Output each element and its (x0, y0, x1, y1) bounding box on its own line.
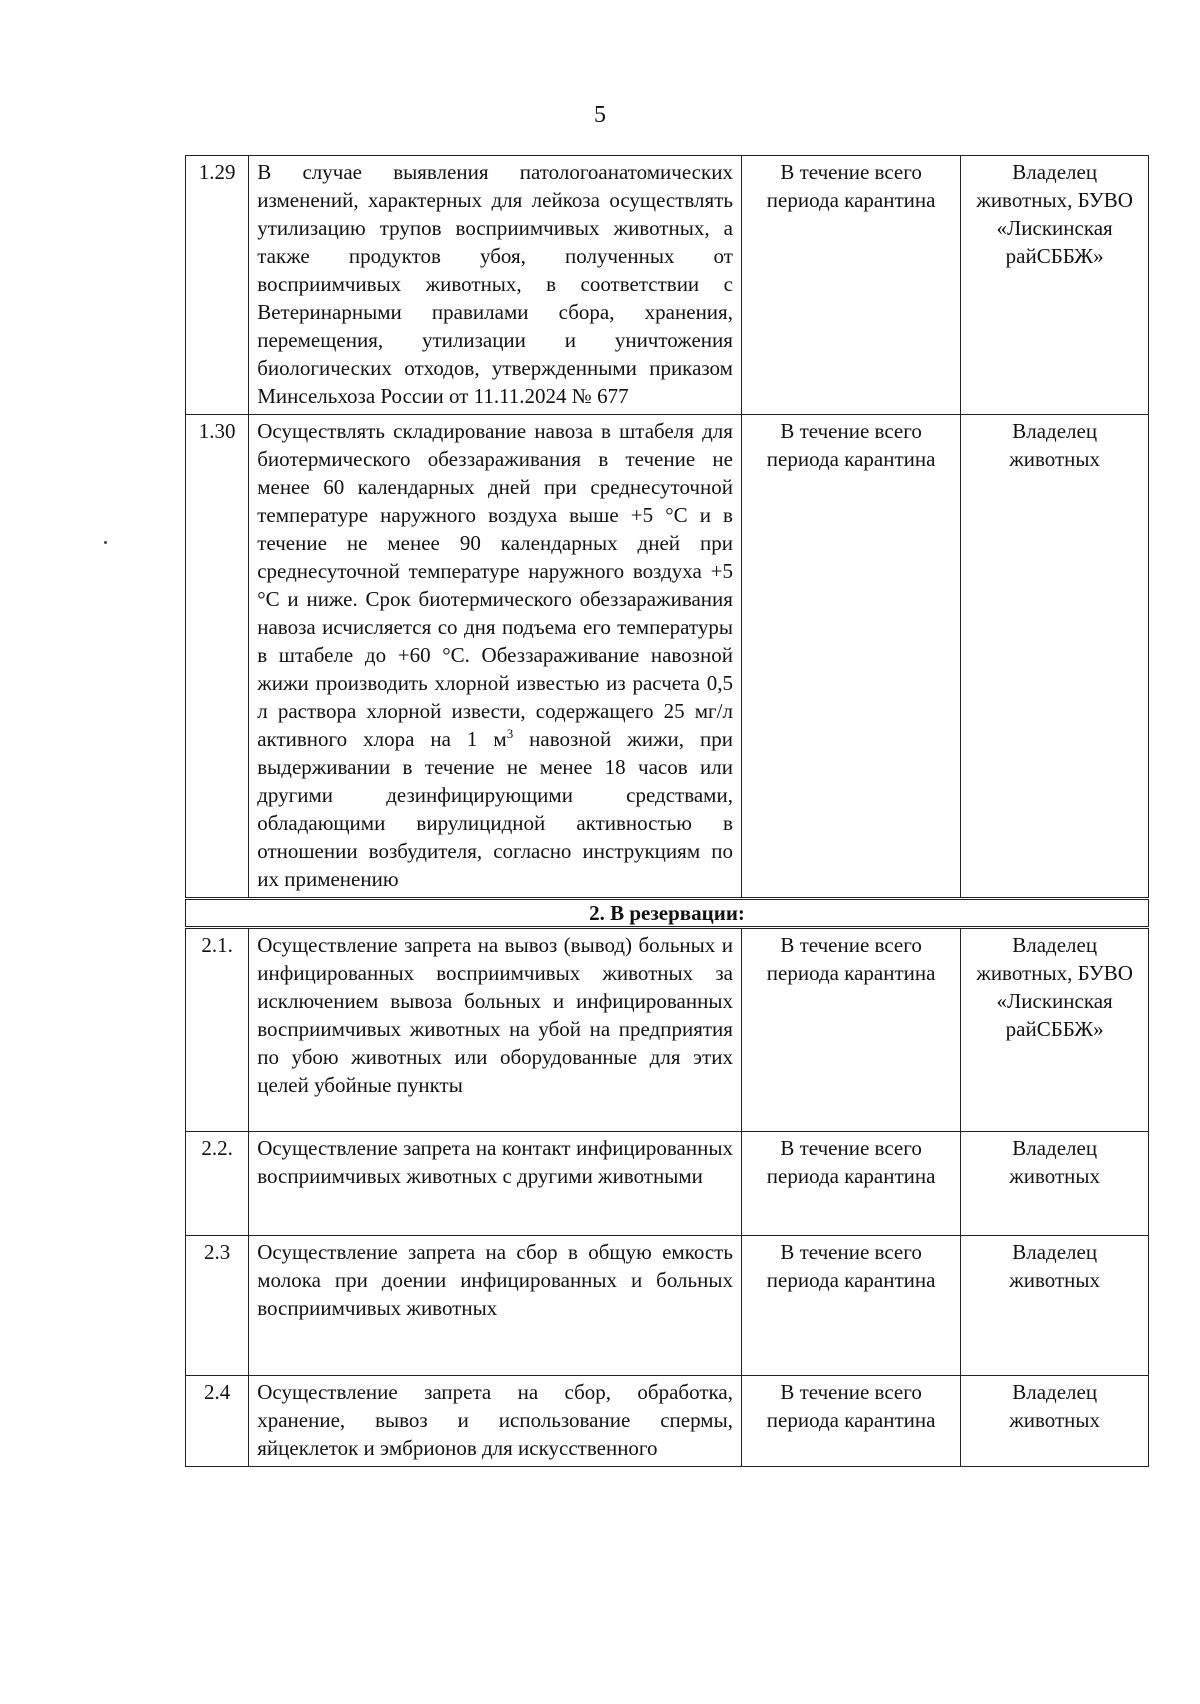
table-row (186, 1376, 1149, 1467)
scan-speck (104, 541, 107, 544)
row-number: 2.1. (186, 928, 249, 1132)
row-description: Осуществление запрета на сбор, обработка, хранение, вывоз и использование спермы, яйцеклеток и эмбрионов для искусственного (249, 1376, 742, 1467)
row-responsible: Владелец животных (961, 1376, 1149, 1467)
row-description: Осуществление запрета на вывоз (вывод) больных и инфицированных восприимчивых животных за исключением вывоза больных и инфицированных восприимчивых животных на убой на предприятия по убою животных или оборудованные для этих целей убойные пункты (249, 928, 742, 1132)
row-description: В случае выявления патологоанатомических изменений, характерных для лейкоза осуществлять утилизацию трупов восприимчивых животных, а также продуктов убоя, полученных от восприимчивых животных, в соответствии с Ветеринарными правилами сбора, хранения, перемещения, утилизации и уничтожения биологических отходов, утвержденными приказом Минсельхоза России от 11.11.2024 № 677 (249, 156, 742, 415)
row-term: В течение всего периода карантина (741, 1132, 960, 1236)
row-number: 2.4 (186, 1376, 249, 1467)
cubic-superscript: 3 (506, 726, 514, 741)
row-number: 2.3 (186, 1236, 249, 1376)
measures-table (185, 155, 1149, 1467)
section-title: 2. В резервации: (186, 899, 1149, 928)
section-header-row (186, 899, 1149, 928)
row-term: В течение всего периода карантина (741, 156, 960, 415)
table-row (186, 928, 1149, 1132)
row-description-part-2: навозной жижи, при выдерживании в течение не менее 18 часов или другими дезинфицирующими средствами, обладающими вирулицидной активностью в отношении возбудителя, согласно инструкциям по их применению (257, 727, 733, 891)
table-row (186, 1132, 1149, 1236)
row-responsible: Владелец животных, БУВО «Лискинская райСББЖ» (961, 928, 1149, 1132)
table-row (186, 415, 1149, 899)
row-term: В течение всего периода карантина (741, 1376, 960, 1467)
row-number: 1.29 (186, 156, 249, 415)
row-description (249, 415, 742, 899)
row-term: В течение всего периода карантина (741, 1236, 960, 1376)
row-responsible: Владелец животных (961, 415, 1149, 899)
row-responsible: Владелец животных (961, 1236, 1149, 1376)
row-number: 1.30 (186, 415, 249, 899)
row-responsible: Владелец животных (961, 1132, 1149, 1236)
row-description: Осуществление запрета на контакт инфицированных восприимчивых животных с другими животными (249, 1132, 742, 1236)
row-number: 2.2. (186, 1132, 249, 1236)
row-description: Осуществление запрета на сбор в общую емкость молока при доении инфицированных и больных восприимчивых животных (249, 1236, 742, 1376)
row-description-part-1: Осуществлять складирование навоза в штабеля для биотермического обеззараживания в течение не менее 60 календарных дней при среднесуточной температуре наружного воздуха выше +5 °С и в течение не менее 90 календарных дней при среднесуточной температуре наружного воздуха +5 °С и ниже. Срок биотермического обеззараживания навоза исчисляется со дня подъема его температуры в штабеле до +60 °С. Обеззараживание навозной жижи производить хлорной известью из расчета 0,5 л раствора хлорной извести, содержащего 25 мг/л активного хлора на 1 м (257, 419, 733, 751)
table-row (186, 156, 1149, 415)
table-row (186, 1236, 1149, 1376)
page-number: 5 (594, 102, 606, 128)
row-term: В течение всего периода карантина (741, 415, 960, 899)
row-responsible: Владелец животных, БУВО «Лискинская райСББЖ» (961, 156, 1149, 415)
row-term: В течение всего периода карантина (741, 928, 960, 1132)
